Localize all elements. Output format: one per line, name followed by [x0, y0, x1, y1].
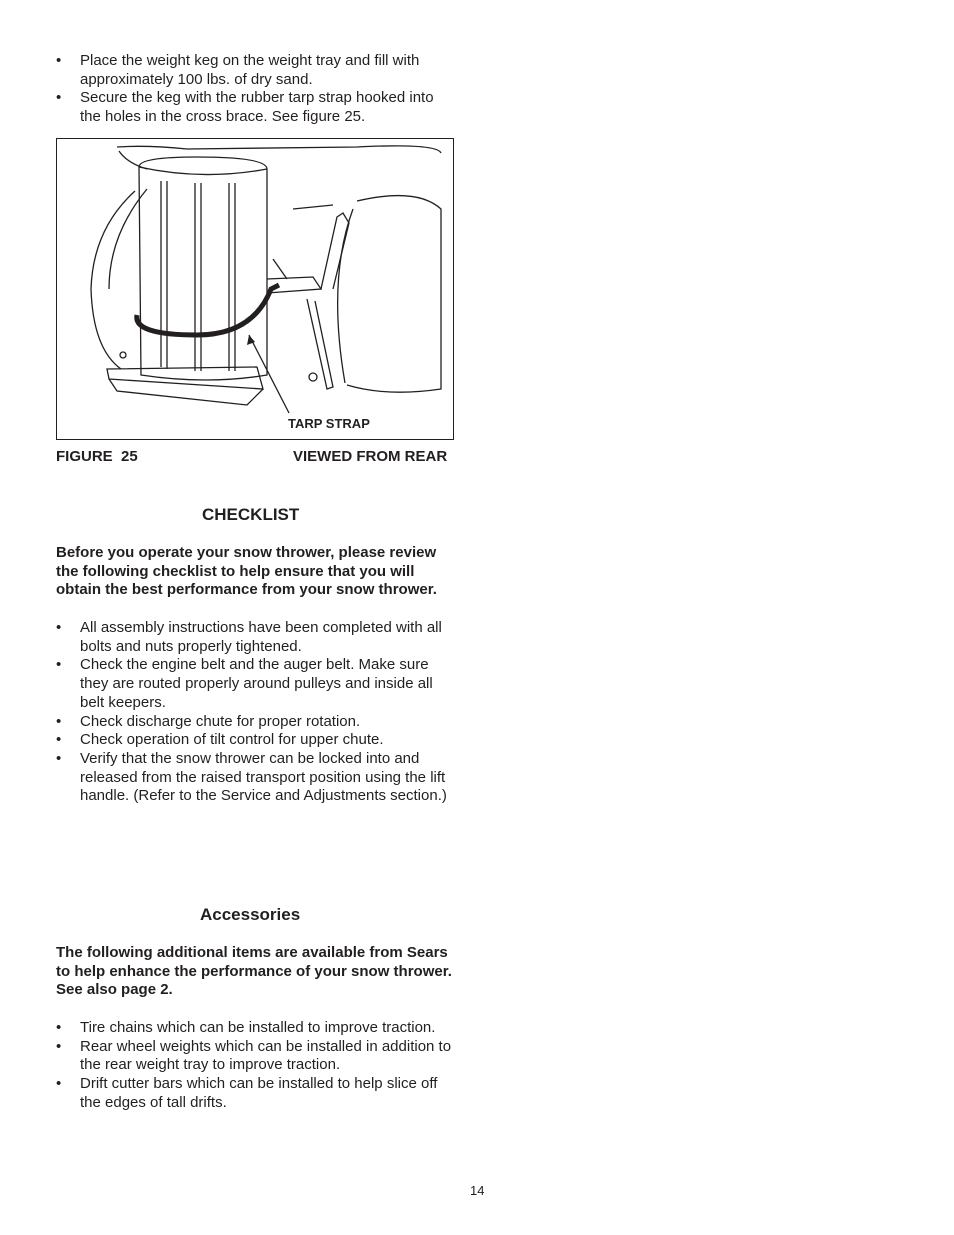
list-item: • Secure the keg with the rubber tarp strap hooked into the holes in the cross brace. See figure 25.: [56, 89, 456, 126]
list-item: • Check the engine belt and the auger belt. Make sure they are routed properly around pulleys and inside all belt keepers.: [56, 656, 456, 712]
list-item: • Rear wheel weights which can be installed in addition to the rear weight tray to improve traction.: [56, 1038, 456, 1075]
list-item: • Place the weight keg on the weight tray and fill with approximately 100 lbs. of dry sand.: [56, 52, 456, 89]
checklist-list: [56, 619, 456, 806]
right-tire: [347, 196, 441, 393]
accessories-intro: The following additional items are available from Sears to help enhance the performance of your snow thrower. See also page 2.: [56, 944, 452, 999]
list-item: • Tire chains which can be installed to improve traction.: [56, 1019, 456, 1038]
figure-view-label: VIEWED FROM REAR: [293, 448, 448, 465]
accessories-heading: Accessories: [200, 905, 301, 924]
list-item: • Check discharge chute for proper rotation.: [56, 713, 456, 732]
list-item: • All assembly instructions have been completed with all bolts and nuts properly tightened.: [56, 619, 456, 656]
list-item: • Verify that the snow thrower can be locked into and released from the raised transport position using the lift handle. (Refer to the Service and Adjustments section.): [56, 750, 456, 806]
tarp-strap-callout: TARP STRAP: [288, 416, 370, 431]
tarp-strap: [137, 285, 279, 335]
callout-leader-line: [249, 335, 289, 413]
checklist-intro: Before you operate your snow thrower, please review the following checklist to help ensure that you will obtain the best performance from your snow thrower.: [56, 544, 437, 599]
list-item: • Check operation of tilt control for upper chute.: [56, 731, 456, 750]
top-bullet-list: [56, 52, 456, 127]
accessories-list: [56, 1019, 456, 1113]
figure-label: FIGURE 25: [56, 448, 138, 465]
figure-25-illustration: [56, 138, 454, 440]
list-item: • Drift cutter bars which can be installed to help slice off the edges of tall drifts.: [56, 1075, 456, 1112]
checklist-heading: CHECKLIST: [202, 505, 300, 524]
page-number: 14: [470, 1183, 485, 1198]
left-tire: [91, 191, 135, 369]
weight-keg: [139, 157, 267, 380]
keg-on-weight-tray-drawing: [57, 139, 453, 439]
